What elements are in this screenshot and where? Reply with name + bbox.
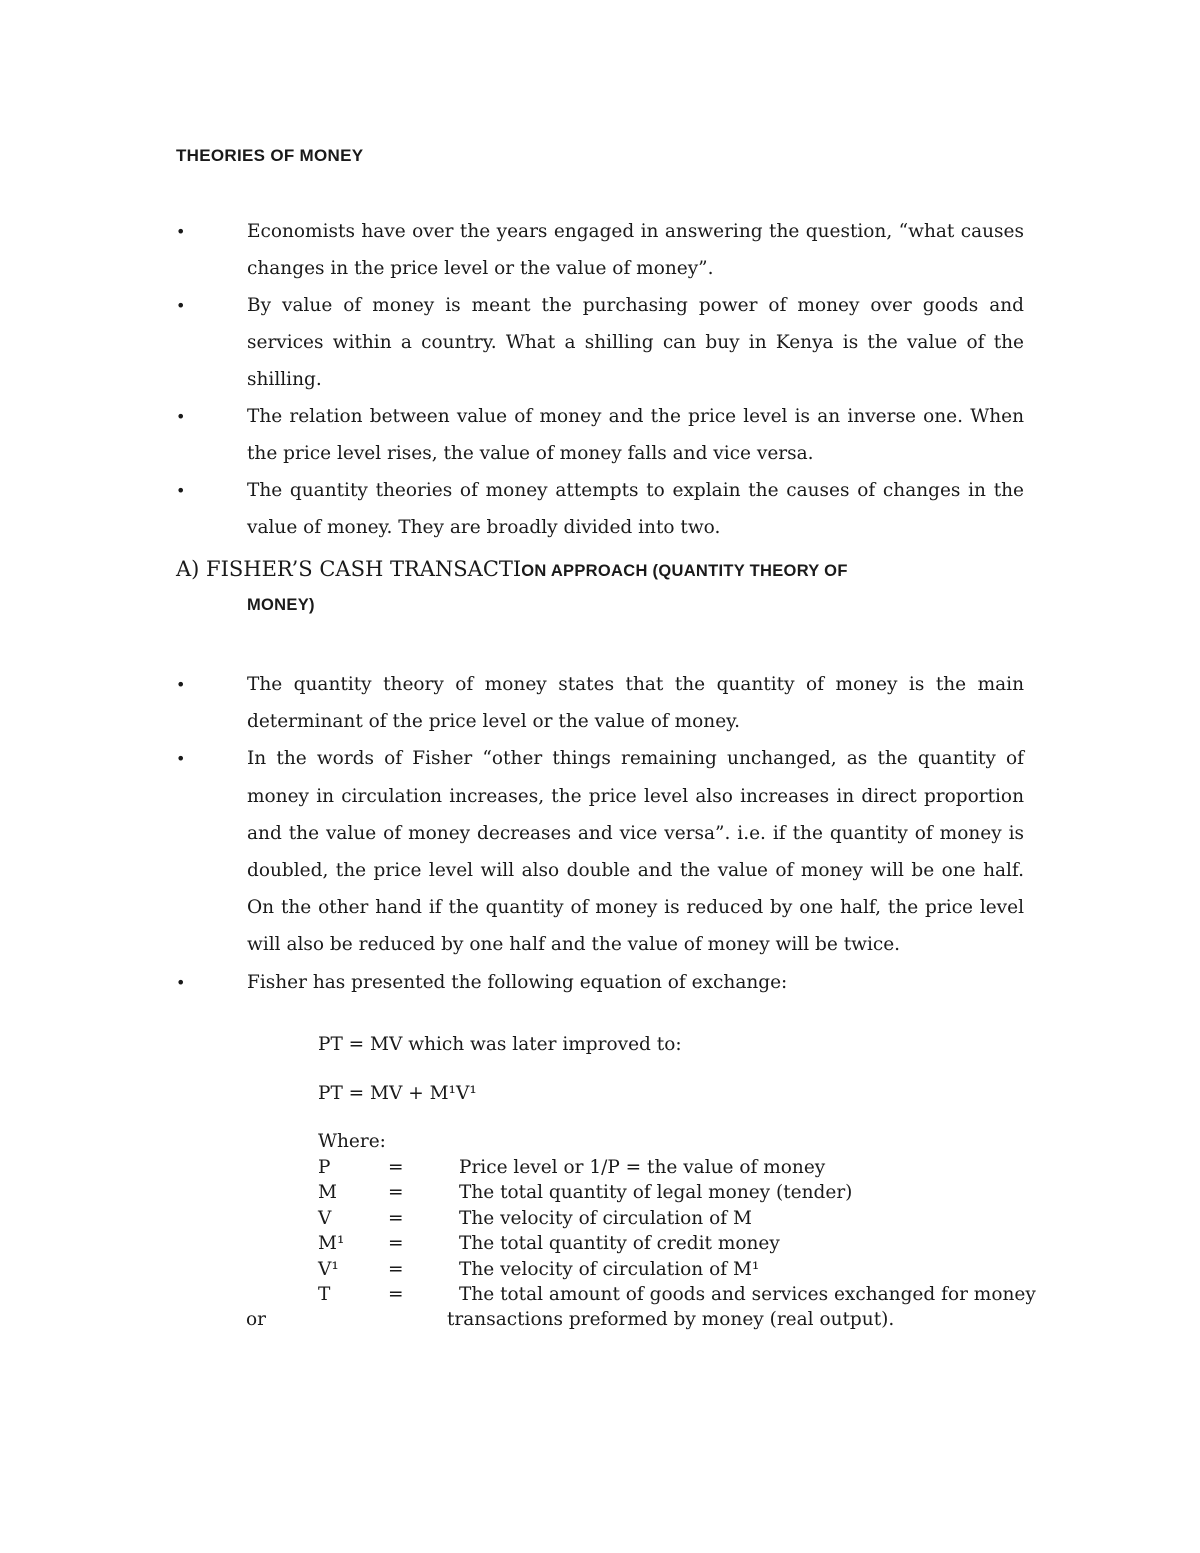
definition-equals: = [388, 1233, 404, 1255]
page-title: THEORIES OF MONEY [176, 146, 364, 165]
definition-text: The total quantity of credit money [459, 1233, 780, 1255]
list-item [176, 398, 1024, 472]
section-heading-line1 [176, 554, 1024, 586]
definition-symbol: T [318, 1283, 331, 1305]
definition-equals: = [388, 1182, 404, 1204]
definition-row [0, 1259, 1200, 1284]
section-heading-line2: MONEY) [247, 596, 315, 614]
definition-equals: = [388, 1207, 404, 1229]
definition-row [0, 1284, 1200, 1309]
definition-continuation-text: transactions preformed by money (real output). [447, 1309, 895, 1331]
list-item [176, 666, 1024, 740]
list-item [176, 964, 1024, 1001]
definition-row [0, 1233, 1200, 1258]
definition-row [0, 1208, 1200, 1233]
bullet-icon: • [176, 675, 186, 694]
section-heading-part1: A) FISHER’S CASH TRANSACTI [176, 557, 522, 581]
definition-row [0, 1182, 1200, 1207]
bullet-icon: • [176, 972, 186, 992]
definition-text: The velocity of circulation of M [459, 1207, 752, 1229]
definition-symbol: P [318, 1157, 331, 1178]
definition-equals: = [388, 1157, 404, 1178]
definition-equals: = [388, 1283, 404, 1305]
intro-bullet-list [176, 213, 1024, 546]
bullet-icon: • [176, 296, 186, 315]
bullet-text: In the words of Fisher “other things remaining unchanged, as the quantity of money in circulation increases, the price level also increases in direct proportion and the value of money decreases and vice versa”. i.e. if the quantity of money is doubled, the price level will also double and the value of money will be one half. On the other hand if the quantity of money is reduced by one half, the price level will also be reduced by one half and the value of money will be twice. [247, 748, 1024, 956]
bullet-text: The quantity theory of money states that the quantity of money is the main determinant of the price level or the value of money. [247, 674, 1024, 733]
bullet-text: Economists have over the years engaged in answering the question, “what causes changes in the price level or the value of money”. [247, 221, 1024, 279]
bullet-icon: • [176, 407, 186, 426]
bullet-icon: • [176, 222, 186, 241]
definition-continuation-row [0, 1309, 1200, 1335]
section-heading-part2: ON APPROACH (QUANTITY THEORY OF [521, 562, 848, 580]
definition-symbol: V [318, 1207, 332, 1229]
definition-equals: = [388, 1258, 404, 1280]
definition-symbol: M [318, 1182, 337, 1204]
definition-symbol: M¹ [318, 1233, 345, 1255]
definition-symbol: V¹ [318, 1258, 339, 1280]
section-bullet-list [176, 666, 1024, 1001]
definition-text: The velocity of circulation of M¹ [459, 1258, 760, 1280]
definitions-list [0, 1157, 1200, 1335]
definition-row [0, 1157, 1200, 1182]
section-heading [176, 554, 1024, 615]
definition-text: Price level or 1/P = the value of money [459, 1157, 826, 1178]
or-label: or [246, 1309, 266, 1331]
equation-1: PT = MV which was later improved to: [318, 1034, 682, 1055]
bullet-text: By value of money is meant the purchasing power of money over goods and services within a country. What a shilling can buy in Kenya is the value of the shilling. [247, 295, 1024, 390]
bullet-text: The quantity theories of money attempts to explain the causes of changes in the value of money. They are broadly divided into two. [247, 480, 1024, 538]
list-item [176, 740, 1024, 963]
list-item [176, 213, 1024, 287]
bullet-icon: • [176, 749, 186, 769]
bullet-text: Fisher has presented the following equation of exchange: [247, 971, 788, 993]
bullet-text: The relation between value of money and the price level is an inverse one. When the price level rises, the value of money falls and vice versa. [247, 406, 1024, 464]
equation-2: PT = MV + M¹V¹ [318, 1083, 477, 1104]
list-item [176, 287, 1024, 398]
definition-text: The total amount of goods and services exchanged for money [459, 1283, 1036, 1305]
definition-text: The total quantity of legal money (tender) [459, 1182, 853, 1204]
where-label: Where: [318, 1131, 386, 1152]
bullet-icon: • [176, 481, 186, 500]
list-item [176, 472, 1024, 546]
